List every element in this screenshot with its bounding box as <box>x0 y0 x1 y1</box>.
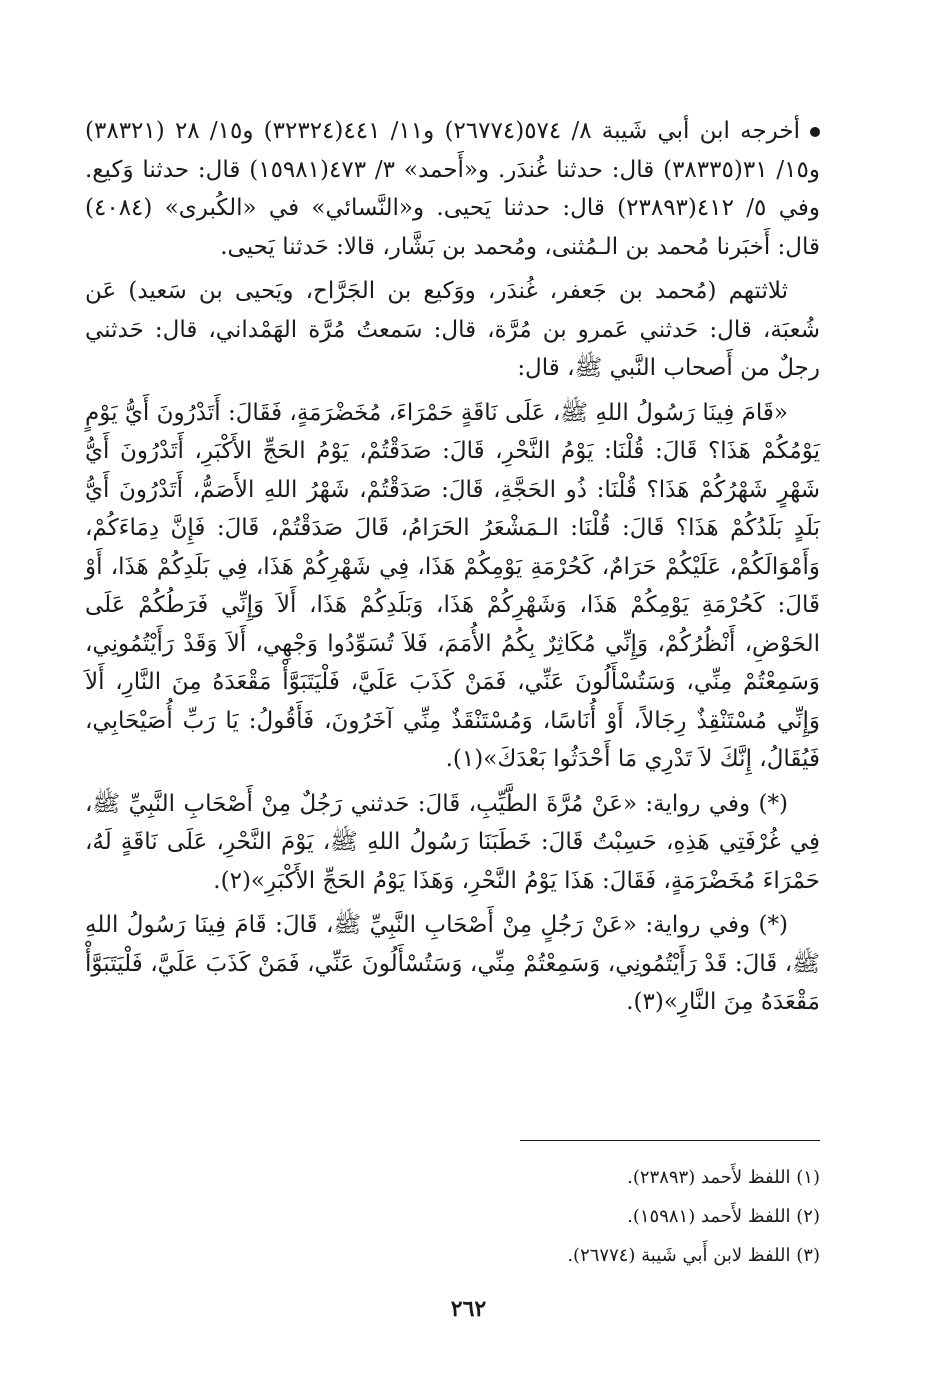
matn-paragraph: «قَامَ فِينَا رَسُولُ اللهِ ﷺ، عَلَى نَاقَةٍ حَمْرَاءَ، مُخَضْرَمَةٍ، فَقَالَ: أَتَدْرُونَ أَيُّ يَوْمٍ يَوْمُكُمْ هَذَا؟ قَالَ: قُلْنَا: يَوْمُ النَّحْرِ، قَالَ: صَدَقْتُمْ، يَوْمُ الحَجِّ الأَكْبَرِ، أَتَدْرُونَ أَيُّ شَهْرٍ شَهْرُكُمْ هَذَا؟ قُلْنَا: ذُو الحَجَّةِ، قَالَ: صَدَقْتُمْ، شَهْرُ اللهِ الأَصَمُّ، أَتَدْرُونَ أَيُّ بَلَدٍ بَلَدُكُمْ هَذَا؟ قَالَ: قُلْنَا: الـمَشْعَرُ الحَرَامُ، قَالَ صَدَقْتُمْ، قَالَ: فَإِنَّ دِمَاءَكُمْ، وَأَمْوَالَكُمْ، عَلَيْكُمْ حَرَامٌ، كَحُرْمَةِ يَوْمِكُمْ هَذَا، فِي شَهْرِكُمْ هَذَا، فِي بَلَدِكُمْ هَذَا، أَوْ قَالَ: كَحُرْمَةِ يَوْمِكُمْ هَذَا، وَشَهْرِكُمْ هَذَا، وَبَلَدِكُمْ هَذَا، أَلاَ وَإِنِّي فَرَطُكُمْ عَلَى الحَوْضِ، أَنْظُرُكُمْ، وَإِنِّي مُكَاثِرٌ بِكُمُ الأُمَمَ، فَلاَ تُسَوِّدُوا وَجْهِي، أَلاَ وَقَدْ رَأَيْتُمُونِي، وَسَمِعْتُمْ مِنِّي، وَسَتُسْأَلُونَ عَنِّي، فَمَنْ كَذَبَ عَلَيَّ، فَلْيَتَبَوَّأْ مَقْعَدَهُ مِنَ النَّارِ، أَلاَ وَإِنِّي مُسْتَنْقِذٌ رِجَالاً، أَوْ أُنَاسًا، وَمُسْتَنْقَذٌ مِنِّي آخَرُونَ، فَأَقُولُ: يَا رَبِّ أُصَيْحَابِي، فَيُقَالُ، إِنَّكَ لاَ تَدْرِي مَا أَحْدَثُوا بَعْدَكَ»(١). <box>85 399 820 772</box>
riwaya-paragraph-2: (*) وفي رواية: «عَنْ رَجُلٍ مِنْ أَصْحَابِ النَّبِيِّ ﷺ، قَالَ: قَامَ فِينَا رَسُولُ اللهِ ﷺ، قَالَ: قَدْ رَأَيْتُمُونِي، وَسَمِعْتُمْ مِنِّي، وَسَتُسْأَلُونَ عَنِّي، فَمَنْ كَذَبَ عَلَيَّ، فَلْيَتَبَوَّأْ مَقْعَدَهُ مِنَ النَّارِ»(٣). <box>85 912 820 1015</box>
footnote-1: (١) اللفظ لأَحمد (٢٣٨٩٣). <box>627 1167 820 1188</box>
takhrij-paragraph <box>85 112 820 266</box>
footnote-3: (٣) اللفظ لابن أَبي شَيبة (٢٦٧٧٤). <box>567 1245 820 1266</box>
footnote-divider <box>520 1140 820 1141</box>
footnote-2: (٢) اللفظ لأَحمد (١٥٩٨١). <box>627 1206 820 1227</box>
takhrij-text: أخرجه ابن أبي شَيبة ٨/ ٥٧٤(٢٦٧٧٤) و١١/ ٤٤١(٣٢٣٢٤) و١٥/ ٢٨ (٣٨٣٢١) و١٥/ ٣١(٣٨٣٣٥) قال: حدثنا غُندَر. و«أَحمد» ٣/ ٤٧٣(١٥٩٨١) قال: حدثنا وَكيع. وفي ٥/ ٤١٢(٢٣٨٩٣) قال: حدثنا يَحيى. و«النَّسائي» في «الكُبرى» (٤٠٨٤) قال: أَخبَرنا مُحمد بن الـمُثنى، ومُحمد بن بَشَّار، قالا: حَدثنا يَحيى. <box>85 118 821 260</box>
isnad-paragraph: ثلاثتهم (مُحمد بن جَعفر، غُندَر، ووَكيع بن الجَرَّاح، ويَحيى بن سَعيد) عَن شُعبَة، قال: حَدثني عَمرو بن مُرَّة، قال: سَمعتُ مُرَّة الهَمْداني، قال: حَدثني رجلٌ من أَصحاب النَّبي ﷺ، قال: <box>85 278 820 381</box>
page-number: ٢٦٢ <box>450 1296 487 1322</box>
riwaya-paragraph-1: (*) وفي رواية: «عَنْ مُرَّةَ الطَّيِّبِ، قَالَ: حَدثني رَجُلٌ مِنْ أَصْحَابِ النَّبِيِّ ﷺ، فِي غُرْفَتِي هَذِهِ، حَسِبْتُ قَالَ: خَطَبَنَا رَسُولُ اللهِ ﷺ، يَوْمَ النَّحْرِ، عَلَى نَاقَةٍ لَهُ، حَمْرَاءَ مُخَضْرَمَةٍ، فَقَالَ: هَذَا يَوْمُ النَّحْرِ، وَهَذَا يَوْمُ الحَجِّ الأَكْبَرِ»(٢). <box>85 790 820 894</box>
main-text <box>85 112 820 1028</box>
bullet-icon <box>810 127 820 137</box>
footnotes <box>85 1158 820 1275</box>
